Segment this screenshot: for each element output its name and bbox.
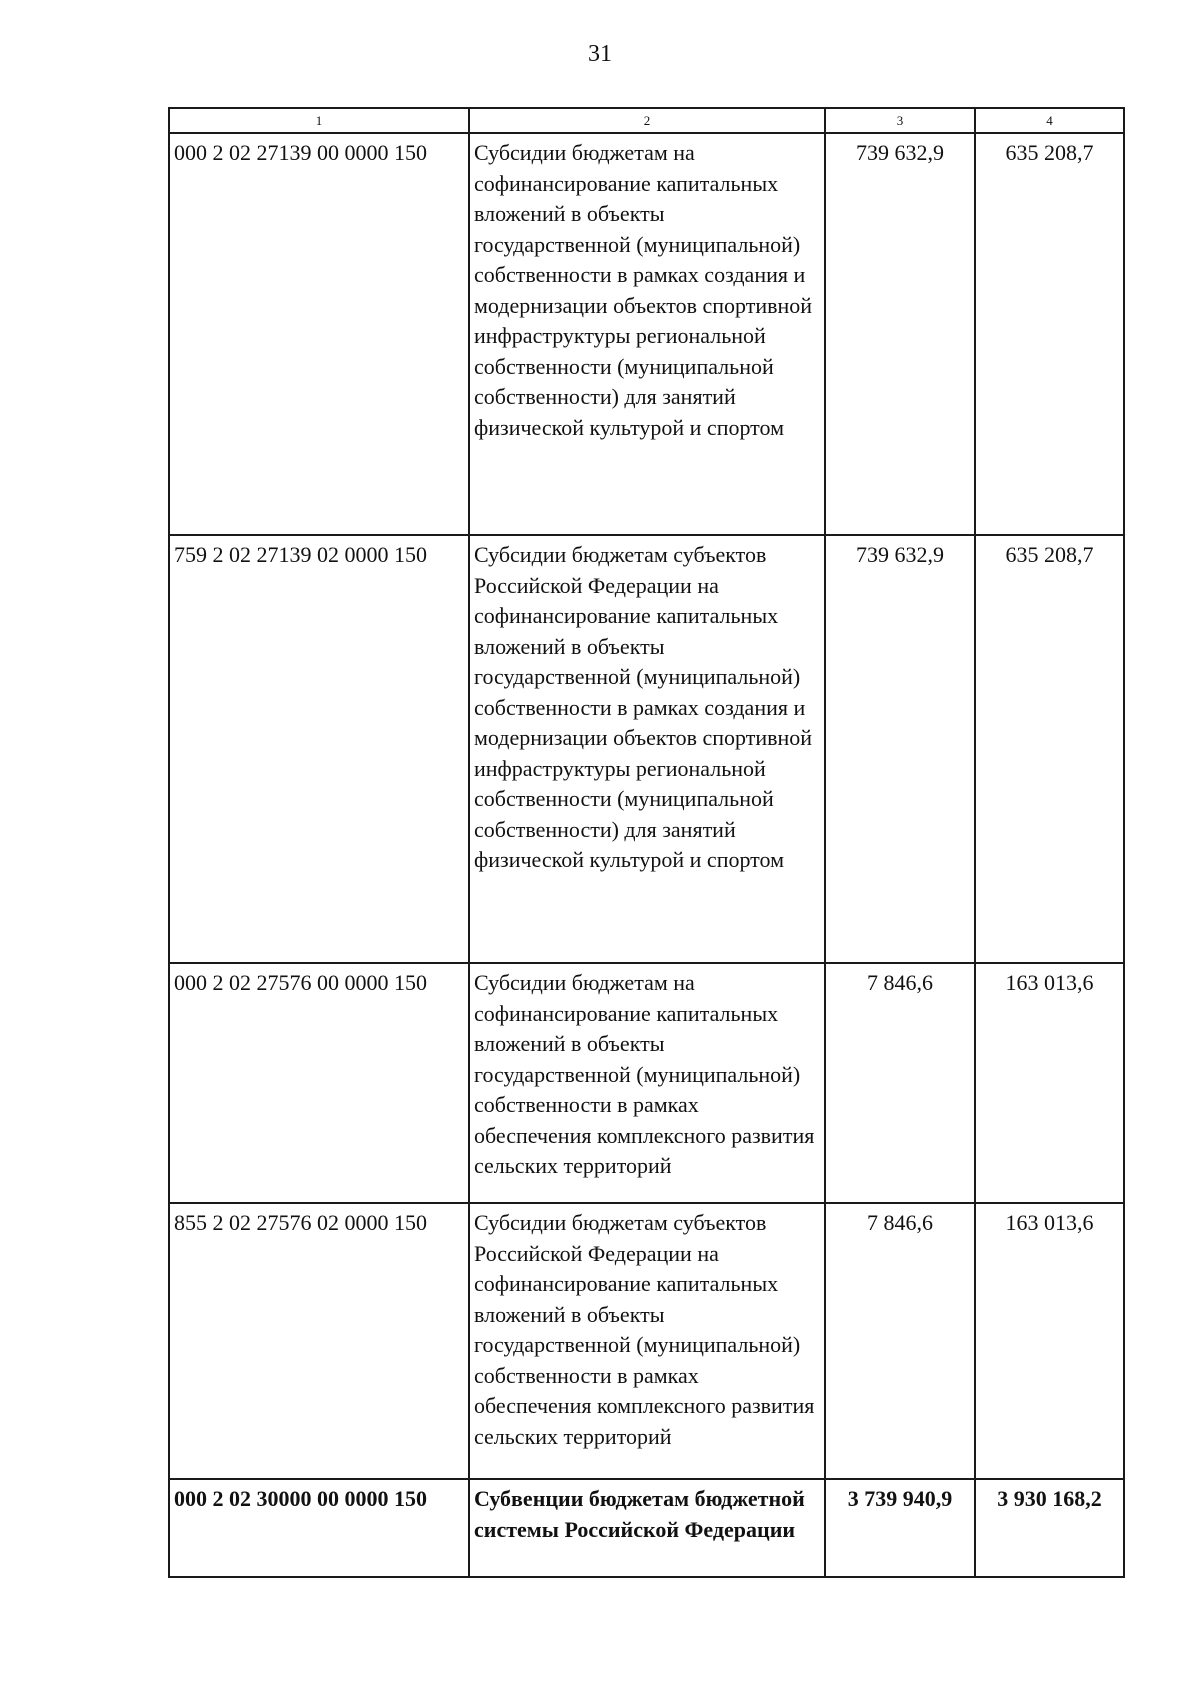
value-col3-cell: 739 632,9 — [825, 535, 975, 963]
budget-code-cell: 759 2 02 27139 02 0000 150 — [169, 535, 469, 963]
description-cell: Субсидии бюджетам на софинансирование капитальных вложений в объекты государственной (муниципальной) собственности в рамках создания и модернизации объектов спортивной инфраструктуры региональной собственности (муниципальной собственности) для занятий физической культурой и спортом — [469, 133, 825, 535]
description-cell: Субсидии бюджетам субъектов Российской Федерации на софинансирование капитальных вложений в объекты государственной (муниципальной) собственности в рамках обеспечения комплексного развития сельских территорий — [469, 1203, 825, 1479]
page-number: 31 — [588, 41, 612, 67]
table-row — [169, 535, 1124, 963]
column-header-4: 4 — [975, 108, 1124, 133]
value-col4-cell: 3 930 168,2 — [975, 1479, 1124, 1577]
budget-code-cell: 000 2 02 27139 00 0000 150 — [169, 133, 469, 535]
value-col3-cell: 7 846,6 — [825, 1203, 975, 1479]
budget-table — [168, 107, 1125, 1578]
value-col3-cell: 7 846,6 — [825, 963, 975, 1203]
table-header-row — [169, 108, 1124, 133]
column-header-2: 2 — [469, 108, 825, 133]
value-col4-cell: 163 013,6 — [975, 963, 1124, 1203]
description-cell: Субвенции бюджетам бюджетной системы Российской Федерации — [469, 1479, 825, 1577]
table-row — [169, 1203, 1124, 1479]
budget-code-cell: 000 2 02 30000 00 0000 150 — [169, 1479, 469, 1577]
budget-code-cell: 855 2 02 27576 02 0000 150 — [169, 1203, 469, 1479]
table-row — [169, 133, 1124, 535]
column-header-3: 3 — [825, 108, 975, 133]
table-row-total — [169, 1479, 1124, 1577]
table-row — [169, 963, 1124, 1203]
budget-code-cell: 000 2 02 27576 00 0000 150 — [169, 963, 469, 1203]
description-cell: Субсидии бюджетам на софинансирование капитальных вложений в объекты государственной (муниципальной) собственности в рамках обеспечения комплексного развития сельских территорий — [469, 963, 825, 1203]
description-cell: Субсидии бюджетам субъектов Российской Федерации на софинансирование капитальных вложений в объекты государственной (муниципальной) собственности в рамках создания и модернизации объектов спортивной инфраструктуры региональной собственности (муниципальной собственности) для занятий физической культурой и спортом — [469, 535, 825, 963]
value-col3-cell: 3 739 940,9 — [825, 1479, 975, 1577]
value-col4-cell: 163 013,6 — [975, 1203, 1124, 1479]
value-col4-cell: 635 208,7 — [975, 535, 1124, 963]
value-col3-cell: 739 632,9 — [825, 133, 975, 535]
column-header-1: 1 — [169, 108, 469, 133]
value-col4-cell: 635 208,7 — [975, 133, 1124, 535]
